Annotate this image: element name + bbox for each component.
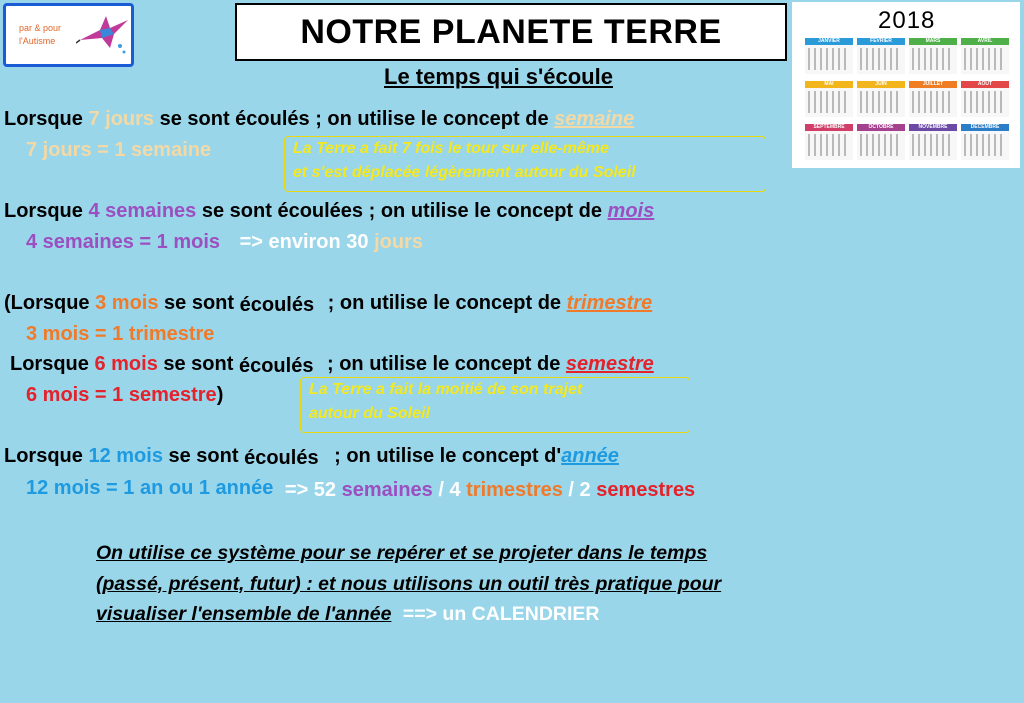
year-lead: Lorsque [4,445,89,467]
calendar-month [909,81,957,117]
info-box-semester-line1: La Terre a fait la moitié de son trajet [309,381,583,398]
calendar-year: 2018 [878,7,936,34]
quarter-mid2: écoulés [239,294,315,316]
year-amount: 12 mois [88,445,163,467]
conclusion-line3-wrap [96,599,721,630]
conclusion-line3: visualiser l'ensemble de l'année [96,603,392,625]
year-mid1: se sont [162,445,245,467]
calendar-month-name: JANVIER [805,38,853,45]
calendar-month [909,38,957,74]
calendar-month [857,38,905,74]
quarter-concept: trimestre [566,292,653,314]
semester-equation-line [26,383,223,407]
conclusion [96,538,721,630]
calendar-month [805,124,853,160]
semester-close-paren: ) [216,384,224,406]
info-box-semester-line2: autour du Soleil [309,405,430,422]
calendar-month-name: OCTOBRE [857,124,905,131]
quarter-line [4,291,652,315]
year-mid3: ; on utilise le concept d' [328,445,562,467]
calendar-month-days [964,48,1006,70]
semester-lead: Lorsque [10,353,95,375]
page-subtitle: Le temps qui s'écoule [384,64,613,89]
calendar-month [805,38,853,74]
quarter-amount: 3 mois [95,292,159,314]
week-mid: se sont écoulés ; on utilise le concept de [154,108,555,130]
calendar-month-days [912,48,954,70]
semester-mid2: écoulés [238,355,314,377]
calendar-month-name: MARS [909,38,957,45]
calendar-month-days [964,134,1006,156]
calendar-image [792,2,1020,168]
semester-amount: 6 mois [94,353,158,375]
semester-mid3: ; on utilise le concept de [321,353,566,375]
calendar-month-days [912,134,954,156]
calendar-month-name: AVRIL [961,38,1009,45]
week-equation: 7 jours = 1 semaine [26,139,212,161]
month-approx-unit: jours [374,231,423,253]
conclusion-line1: On utilise ce système pour se repérer et se projeter dans le temps [96,542,708,564]
week-lead: Lorsque [4,108,89,130]
year-equation-line [26,476,695,500]
year-quarters: trimestres [466,479,563,501]
calendar-month-name: DÉCEMBRE [961,124,1009,131]
calendar-month-name: AOÛT [961,81,1009,88]
year-concept: année [561,445,619,467]
quarter-mid3: ; on utilise le concept de [322,292,567,314]
logo-line1: par & pour [19,23,62,33]
year-weeks: semaines [341,479,433,501]
semester-line [10,352,654,376]
week-concept: semaine [554,108,635,130]
calendar-month-days [860,134,902,156]
calendar-month-name: JUIN [857,81,905,88]
year-mid2: écoulés [244,447,319,469]
logo [3,3,134,67]
semester-equation: 6 mois = 1 semestre [26,384,217,406]
conclusion-tail: ==> un CALENDRIER [397,603,600,625]
calendar-month-name: FÉVRIER [857,38,905,45]
month-lead: Lorsque [4,200,89,222]
month-equation-line [26,230,423,254]
hummingbird-icon [76,10,132,60]
calendar-month [857,124,905,160]
calendar-month [857,81,905,117]
calendar-month-days [860,91,902,113]
month-mid: se sont écoulées ; on utilise le concept de [196,200,608,222]
year-sep2: / 2 [562,479,597,501]
calendar-month [805,81,853,117]
month-concept: mois [607,200,655,222]
year-equation: 12 mois = 1 an ou 1 année [26,477,274,499]
calendar-month-days [808,134,850,156]
week-line [4,107,634,131]
info-box-week-line2: et s'est déplacée légèrement autour du Soleil [293,164,636,181]
calendar-month [909,124,957,160]
conclusion-line2: (passé, présent, futur) : et nous utilisons un outil très pratique pour [96,572,722,595]
calendar-month-name: JUILLET [909,81,957,88]
year-semesters: semestres [596,479,696,501]
calendar-month-name: SEPTEMBRE [805,124,853,131]
info-box-week-line1: La Terre a fait 7 fois le tour sur elle-même [293,140,609,157]
info-box-week [284,136,766,192]
quarter-lead: (Lorsque [4,292,96,314]
semester-concept: semestre [565,353,654,375]
month-approx: => environ 30 [239,231,375,253]
year-line [4,444,619,468]
calendar-month [961,124,1009,160]
logo-line2: l'Autisme [19,36,56,46]
quarter-equation: 3 mois = 1 trimestre [26,323,215,345]
semester-mid1: se sont [157,353,239,375]
year-arrow: => 52 [284,479,342,501]
calendar-month [961,38,1009,74]
month-line [4,199,654,223]
month-amount: 4 semaines [88,200,197,222]
info-box-semester [300,377,690,433]
calendar-month-days [808,91,850,113]
page-title: NOTRE PLANETE TERRE [235,3,787,61]
year-sep1: / 4 [432,479,467,501]
week-amount: 7 jours [88,108,155,130]
month-equation: 4 semaines = 1 mois [26,231,221,253]
calendar-month-days [860,48,902,70]
calendar-month-days [912,91,954,113]
quarter-mid1: se sont [158,292,240,314]
calendar-month-name: NOVEMBRE [909,124,957,131]
calendar-month-name: MAI [805,81,853,88]
calendar-month-days [964,91,1006,113]
calendar-month-days [808,48,850,70]
calendar-month [961,81,1009,117]
